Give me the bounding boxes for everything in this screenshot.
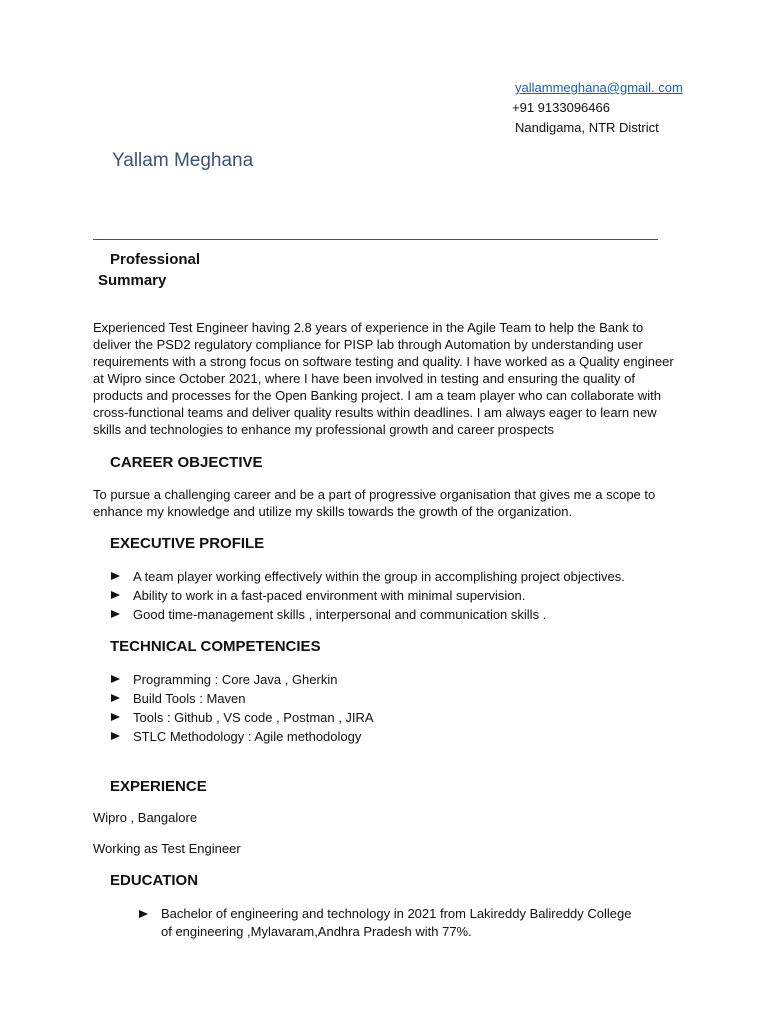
technical-competencies-heading: TECHNICAL COMPETENCIES: [110, 638, 321, 655]
arrow-bullet-icon: [111, 694, 120, 702]
contact-location: Nandigama, NTR District: [515, 120, 659, 135]
header-divider: [93, 239, 658, 240]
arrow-bullet-icon: [111, 713, 120, 721]
list-item: Ability to work in a fast-paced environment with minimal supervision.: [111, 586, 625, 605]
arrow-bullet-icon: [111, 591, 120, 599]
arrow-bullet-icon: [111, 610, 120, 618]
contact-email[interactable]: yallammeghana@gmail. com: [515, 80, 683, 95]
list-item: Good time-management skills , interpersonal and communication skills .: [111, 605, 625, 624]
list-item: STLC Methodology : Agile methodology: [111, 727, 374, 746]
summary-text: Experienced Test Engineer having 2.8 years of experience in the Agile Team to help the Bank to deliver the PSD2 regulatory compliance for PISP lab through Automation by understanding user requirements with a strong focus on software testing and quality. I have worked as a Quality engineer at Wipro since October 2021, where I have been involved in testing and ensuring the quality of products and processes for the Open Banking project. I am a team player who can collaborate with cross-functional teams and deliver quality results within deadlines. I am always eager to learn new skills and technologies to enhance my professional growth and career prospects: [93, 320, 674, 437]
list-item: Tools : Github , VS code , Postman , JIRA: [111, 708, 374, 727]
education-list: [139, 905, 639, 941]
career-objective-heading: CAREER OBJECTIVE: [110, 454, 263, 471]
summary-heading-line1: Professional: [110, 251, 201, 268]
list-item: A team player working effectively within the group in accomplishing project objectives.: [111, 567, 625, 586]
education-heading: EDUCATION: [110, 872, 199, 889]
arrow-bullet-icon: [111, 732, 120, 740]
list-item: Programming : Core Java , Gherkin: [111, 670, 374, 689]
executive-profile-heading: EXECUTIVE PROFILE: [110, 535, 265, 552]
arrow-bullet-icon: [111, 572, 120, 580]
career-objective-text: To pursue a challenging career and be a part of progressive organisation that gives me a scope to enhance my knowledge and utilize my skills towards the growth of the organization.: [93, 487, 656, 519]
executive-profile-list: [111, 567, 625, 624]
summary-heading-line2: Summary: [98, 272, 167, 289]
candidate-name: Yallam Meghana: [112, 150, 254, 171]
experience-company: Wipro , Bangalore: [93, 810, 198, 825]
arrow-bullet-icon: [111, 675, 120, 683]
technical-competencies-list: [111, 670, 374, 746]
list-item: Build Tools : Maven: [111, 689, 374, 708]
experience-heading: EXPERIENCE: [110, 778, 207, 795]
experience-role: Working as Test Engineer: [93, 841, 241, 856]
arrow-bullet-icon: [139, 910, 148, 918]
list-item: Bachelor of engineering and technology in 2021 from Lakireddy Balireddy College of engineering ,Mylavaram,Andhra Pradesh with 77%.: [139, 905, 639, 941]
contact-phone: +91 9133096466: [512, 100, 610, 115]
